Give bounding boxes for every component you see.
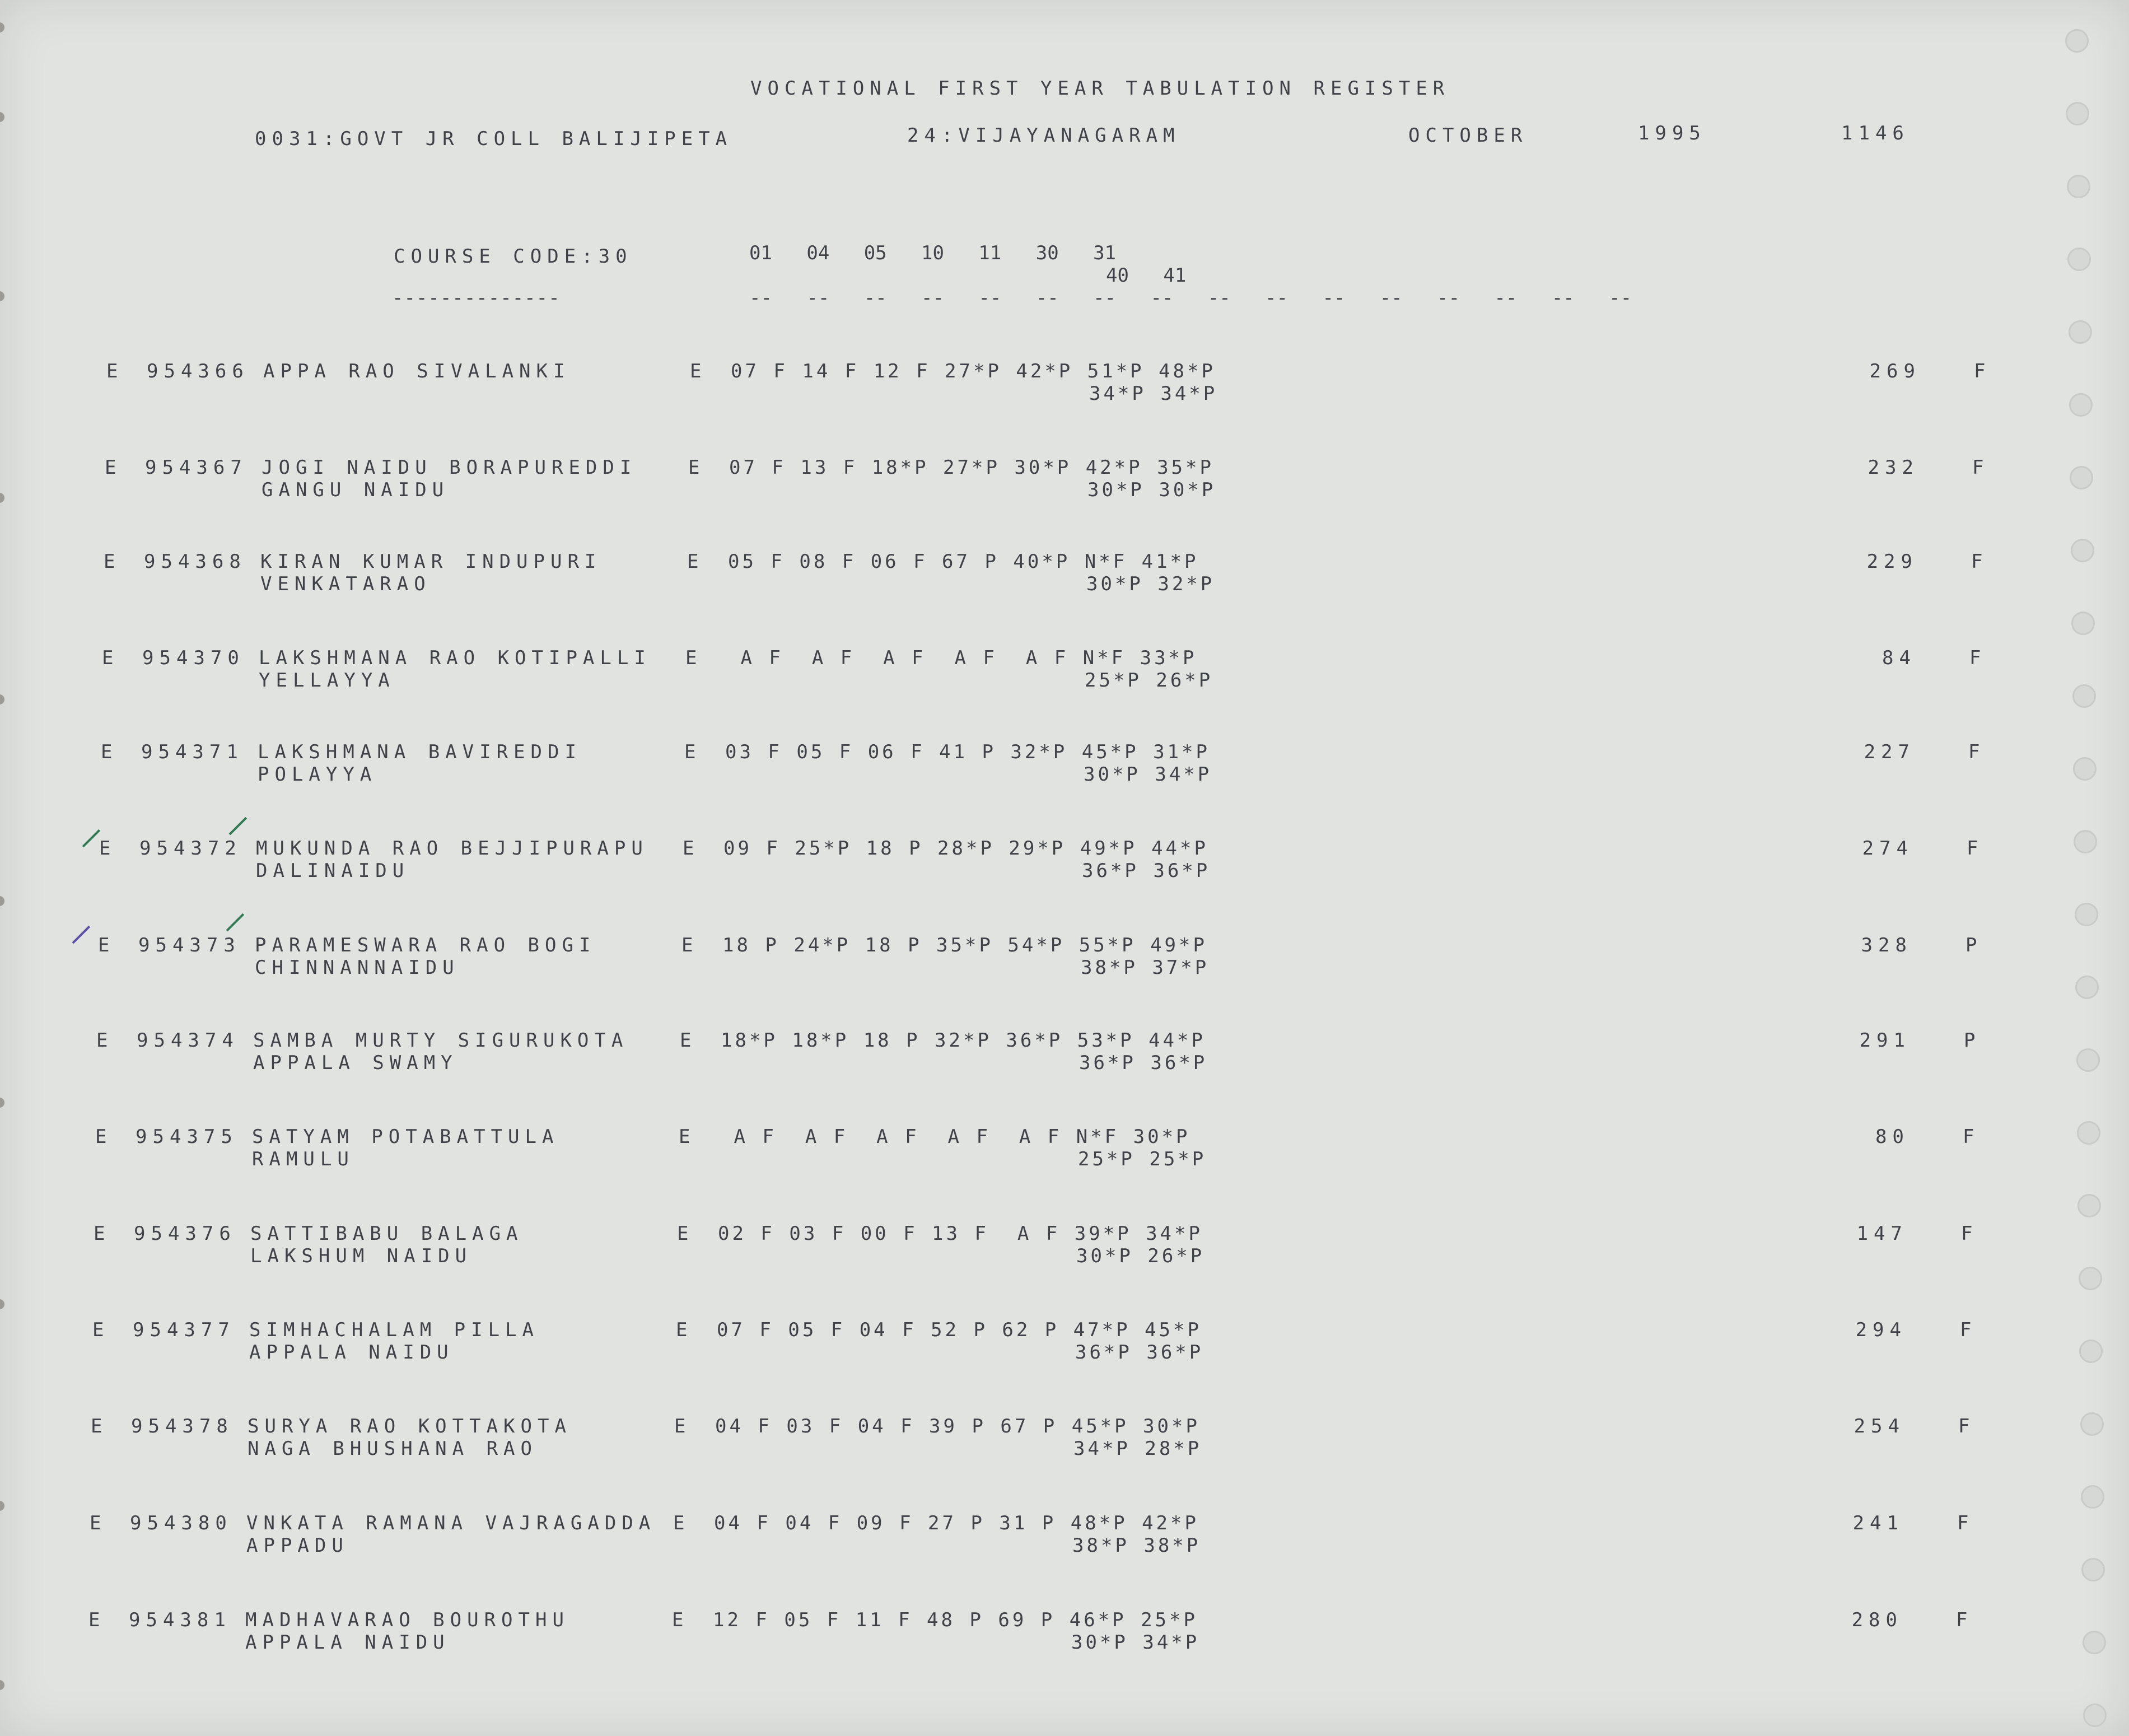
- feed-hole: [2069, 320, 2092, 344]
- edge-perforation: [0, 694, 4, 704]
- result: F: [1971, 550, 1988, 573]
- student-type: E: [90, 1512, 107, 1534]
- entry-status: E: [677, 1222, 694, 1245]
- student-type: E: [101, 741, 118, 763]
- register-number: 954380: [130, 1512, 232, 1534]
- entry-status: E: [683, 837, 700, 860]
- course-code-label: COURSE CODE:30: [394, 245, 633, 268]
- feed-hole: [2073, 757, 2097, 781]
- grand-total: 147: [1856, 1222, 1908, 1245]
- exam-year: 1995: [1638, 122, 1706, 144]
- result: F: [1972, 456, 1990, 479]
- feed-hole: [2071, 612, 2095, 635]
- result: F: [1968, 741, 1986, 763]
- register-number: 954372: [139, 837, 242, 860]
- student-type: E: [94, 1222, 111, 1245]
- subject-codes-underline: -- -- -- -- -- -- -- -- -- -- -- -- -- -- -- --: [749, 287, 1632, 309]
- feed-hole: [2074, 830, 2097, 853]
- edge-perforation: [0, 112, 4, 122]
- result: P: [1965, 934, 1983, 956]
- student-type: E: [105, 456, 122, 479]
- feed-hole: [2077, 1194, 2101, 1217]
- result: F: [1960, 1319, 1977, 1341]
- feed-hole: [2081, 1558, 2105, 1581]
- result: F: [1956, 1609, 1973, 1631]
- subject-marks-line2: 30*P 34*P: [1084, 763, 1212, 786]
- student-name: LAKSHMANA RAO KOTIPALLI: [259, 647, 651, 669]
- student-type: E: [99, 837, 116, 860]
- student-type: E: [106, 360, 124, 382]
- subject-marks: A F A F A F A F A F N*F 33*P: [726, 647, 1197, 669]
- entry-status: E: [679, 1126, 696, 1148]
- subject-marks: 07 F 14 F 12 F 27*P 42*P 51*P 48*P: [731, 360, 1216, 382]
- subject-marks-line2: 38*P 38*P: [1072, 1534, 1201, 1557]
- entry-status: E: [674, 1415, 692, 1438]
- subject-marks-line2: 36*P 36*P: [1079, 1052, 1208, 1074]
- entry-status: E: [673, 1512, 690, 1534]
- grand-total: 328: [1861, 934, 1912, 956]
- feed-hole: [2079, 1340, 2103, 1363]
- edge-perforation: [0, 1098, 4, 1108]
- student-type: E: [98, 934, 115, 956]
- register-number: 954381: [129, 1609, 231, 1631]
- student-type: E: [91, 1415, 108, 1438]
- subject-marks-line2: 34*P 28*P: [1073, 1438, 1202, 1460]
- feed-hole: [2066, 102, 2089, 125]
- college-name: 0031:GOVT JR COLL BALIJIPETA: [255, 128, 733, 150]
- entry-status: E: [684, 741, 702, 763]
- feed-hole: [2069, 393, 2093, 417]
- student-type: E: [96, 1029, 114, 1052]
- student-name-line2: APPALA SWAMY: [253, 1052, 458, 1074]
- student-name-line2: DALINAIDU: [256, 860, 410, 882]
- student-name: SURYA RAO KOTTAKOTA: [248, 1415, 572, 1438]
- feed-hole: [2075, 976, 2099, 999]
- grand-total: 280: [1851, 1609, 1903, 1631]
- student-name-line2: APPADU: [246, 1534, 349, 1557]
- grand-total: 232: [1867, 456, 1919, 479]
- subject-marks: 18 P 24*P 18 P 35*P 54*P 55*P 49*P: [722, 934, 1207, 956]
- student-name: PARAMESWARA RAO BOGI: [255, 934, 596, 956]
- feed-hole: [2065, 29, 2089, 53]
- student-name: JOGI NAIDU BORAPUREDDI: [262, 456, 637, 479]
- subject-marks-line2: 38*P 37*P: [1081, 956, 1210, 979]
- subject-marks-line2: 25*P 25*P: [1078, 1148, 1207, 1170]
- feed-hole: [2075, 903, 2098, 926]
- student-name-line2: POLAYYA: [258, 763, 377, 786]
- feed-hole: [2067, 175, 2090, 198]
- subject-marks: 12 F 05 F 11 F 48 P 69 P 46*P 25*P: [713, 1609, 1198, 1631]
- grand-total: 274: [1862, 837, 1913, 860]
- entry-status: E: [676, 1319, 693, 1341]
- student-name: SATTIBABU BALAGA: [250, 1222, 524, 1245]
- subject-marks: 03 F 05 F 06 F 41 P 32*P 45*P 31*P: [725, 741, 1210, 763]
- subject-marks-line2: 30*P 32*P: [1086, 573, 1215, 595]
- edge-perforation: [0, 1680, 4, 1690]
- entry-status: E: [688, 456, 706, 479]
- student-name: MUKUNDA RAO BEJJIPURAPU: [256, 837, 648, 860]
- register-number: 954367: [145, 456, 248, 479]
- result: F: [1963, 1126, 1980, 1148]
- register-title: VOCATIONAL FIRST YEAR TABULATION REGISTER: [750, 77, 1450, 100]
- student-name: SAMBA MURTY SIGURUKOTA: [253, 1029, 629, 1052]
- feed-hole: [2070, 466, 2093, 489]
- grand-total: 269: [1869, 360, 1921, 382]
- register-number: 954368: [144, 550, 246, 573]
- subject-marks-line2: 30*P 30*P: [1087, 479, 1216, 501]
- register-number: 954371: [141, 741, 244, 763]
- grand-total: 80: [1875, 1126, 1909, 1148]
- feed-hole: [2076, 1048, 2100, 1072]
- subject-marks: 05 F 08 F 06 F 67 P 40*P N*F 41*P: [728, 550, 1199, 573]
- feed-hole: [2080, 1412, 2104, 1436]
- student-name-line2: APPALA NAIDU: [249, 1341, 454, 1364]
- register-number: 954374: [137, 1029, 239, 1052]
- subject-marks-line2: 34*P 34*P: [1089, 382, 1218, 405]
- grand-total: 291: [1859, 1029, 1911, 1052]
- student-type: E: [88, 1609, 106, 1631]
- grand-total: 227: [1864, 741, 1915, 763]
- register-number: 954373: [138, 934, 241, 956]
- register-number: 954378: [131, 1415, 234, 1438]
- subject-marks: 07 F 05 F 04 F 52 P 62 P 47*P 45*P: [717, 1319, 1202, 1341]
- grand-total: 294: [1855, 1319, 1907, 1341]
- feed-hole: [2083, 1704, 2107, 1727]
- grand-total: 229: [1866, 550, 1918, 573]
- student-type: E: [95, 1126, 113, 1148]
- student-name-line2: YELLAYYA: [259, 669, 395, 692]
- entry-status: E: [681, 934, 699, 956]
- student-type: E: [104, 550, 121, 573]
- feed-hole: [2071, 539, 2094, 562]
- student-name-line2: APPALA NAIDU: [245, 1631, 450, 1654]
- result: F: [1974, 360, 1991, 382]
- subject-marks-line2: 30*P 26*P: [1076, 1245, 1205, 1267]
- register-number: 954375: [136, 1126, 238, 1148]
- subject-marks: 18*P 18*P 18 P 32*P 36*P 53*P 44*P: [721, 1029, 1206, 1052]
- register-number: 954366: [147, 360, 249, 382]
- result: F: [1958, 1415, 1976, 1438]
- student-name-line2: NAGA BHUSHANA RAO: [248, 1438, 538, 1460]
- result: F: [1961, 1222, 1978, 1245]
- district-name: 24:VIJAYANAGARAM: [907, 124, 1180, 147]
- check-mark: [226, 913, 245, 932]
- subject-marks-line2: 36*P 36*P: [1075, 1341, 1204, 1364]
- student-type: E: [102, 647, 119, 669]
- entry-status: E: [690, 360, 707, 382]
- entry-status: E: [685, 647, 703, 669]
- student-name: LAKSHMANA BAVIREDDI: [258, 741, 582, 763]
- grand-total: 254: [1853, 1415, 1905, 1438]
- subject-marks: 07 F 13 F 18*P 27*P 30*P 42*P 35*P: [729, 456, 1214, 479]
- feed-hole: [2083, 1631, 2106, 1654]
- check-mark: [229, 817, 248, 836]
- feed-hole: [2077, 1121, 2100, 1145]
- edge-perforation: [0, 1299, 4, 1309]
- grand-total: 84: [1882, 647, 1916, 669]
- student-name: KIRAN KUMAR INDUPURI: [260, 550, 602, 573]
- entry-status: E: [672, 1609, 689, 1631]
- result: F: [1969, 647, 1987, 669]
- subject-marks-line2: 30*P 34*P: [1071, 1631, 1200, 1654]
- register-number: 954377: [133, 1319, 235, 1341]
- student-name-line2: RAMULU: [252, 1148, 354, 1170]
- subject-marks: A F A F A F A F A F N*F 30*P: [720, 1126, 1190, 1148]
- student-type: E: [92, 1319, 110, 1341]
- subject-marks: 09 F 25*P 18 P 28*P 29*P 49*P 44*P: [723, 837, 1208, 860]
- edge-perforation: [0, 1501, 4, 1511]
- page-number: 1146: [1841, 122, 1909, 144]
- student-name: SATYAM POTABATTULA: [252, 1126, 559, 1148]
- student-name-line2: GANGU NAIDU: [262, 479, 450, 501]
- subject-marks: 04 F 03 F 04 F 39 P 67 P 45*P 30*P: [715, 1415, 1200, 1438]
- entry-status: E: [687, 550, 704, 573]
- student-name-line2: VENKATARAO: [260, 573, 431, 595]
- subject-marks-line2: 36*P 36*P: [1082, 860, 1211, 882]
- course-code-underline: --------------: [392, 287, 561, 309]
- check-mark: [72, 926, 91, 944]
- exam-month: OCTOBER: [1408, 124, 1528, 147]
- subject-codes-row1: 01 04 05 10 11 30 31: [749, 242, 1117, 264]
- feed-hole: [2072, 684, 2096, 708]
- feed-hole: [2067, 248, 2091, 271]
- student-name: VNKATA RAMANA VAJRAGADDA: [246, 1512, 656, 1534]
- result: P: [1964, 1029, 1981, 1052]
- feed-hole: [2079, 1267, 2102, 1290]
- edge-perforation: [0, 896, 4, 906]
- result: F: [1957, 1512, 1974, 1534]
- student-name: SIMHACHALAM PILLA: [249, 1319, 539, 1341]
- student-name: APPA RAO SIVALANKI: [263, 360, 571, 382]
- grand-total: 241: [1852, 1512, 1904, 1534]
- edge-perforation: [0, 291, 4, 301]
- register-number: 954376: [134, 1222, 236, 1245]
- result: F: [1967, 837, 1984, 860]
- subject-marks-line2: 25*P 26*P: [1085, 669, 1213, 692]
- register-number: 954370: [142, 647, 245, 669]
- edge-perforation: [0, 493, 4, 503]
- entry-status: E: [680, 1029, 697, 1052]
- subject-codes-row2: 40 41: [1106, 264, 1187, 287]
- student-name-line2: LAKSHUM NAIDU: [250, 1245, 473, 1267]
- subject-marks: 04 F 04 F 09 F 27 P 31 P 48*P 42*P: [714, 1512, 1199, 1534]
- check-mark: [82, 829, 101, 848]
- feed-hole: [2081, 1485, 2104, 1509]
- edge-perforation: [0, 22, 4, 32]
- subject-marks: 02 F 03 F 00 F 13 F A F 39*P 34*P: [718, 1222, 1203, 1245]
- student-name: MADHAVARAO BOUROTHU: [245, 1609, 569, 1631]
- student-name-line2: CHINNANNAIDU: [255, 956, 460, 979]
